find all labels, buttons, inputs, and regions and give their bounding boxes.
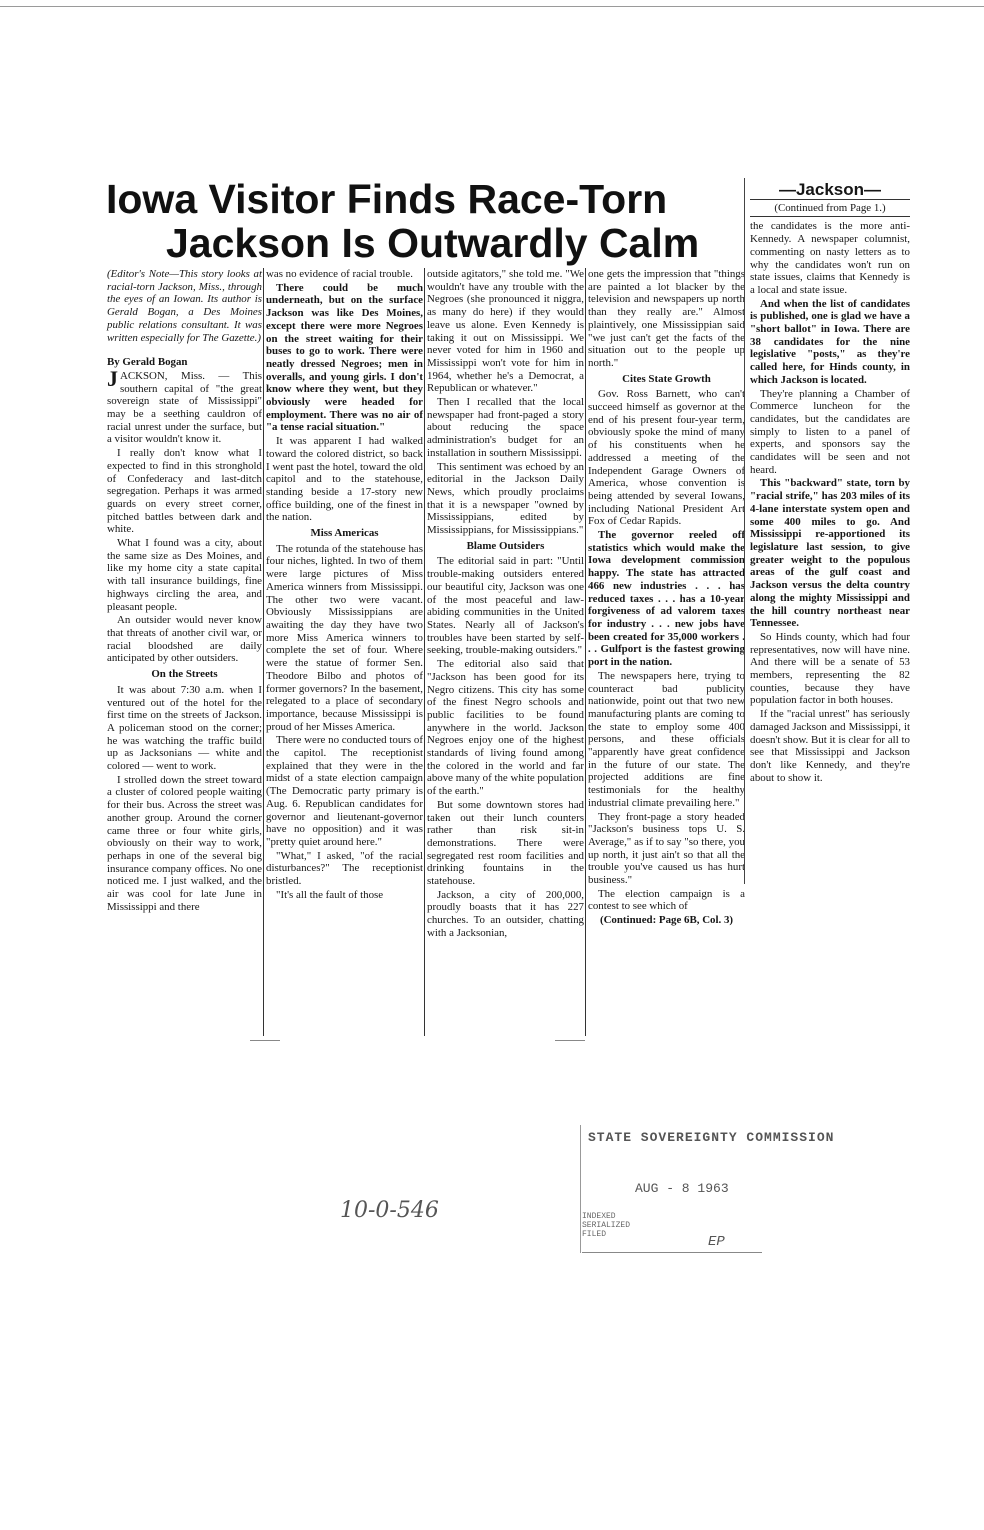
subhead-on-the-streets: On the Streets: [151, 668, 218, 681]
paragraph: Gov. Ross Barnett, who can't succeed himself as governor at the end of his present four-year term, obviously spoke the mind of many of his constituents when he addressed a meeting of the Independent Garage Owners of America, whose convention is being attended by several Iowans, including National President Art Fox of Cedar Rapids.: [588, 388, 745, 528]
paragraph: It was about 7:30 a.m. when I ventured out of the hotel for the first time on the streets of Jackson. A policeman stood on the corner; he was watching the traffic build up as Jacksonians — white and colored — went to work.: [107, 683, 262, 773]
paragraph: The rotunda of the statehouse has four niches, lighted. In two of them were large pictures of Miss America winners from Mississippi. The other two were vacant. Obviously Mississippians are awaiting the day they have two more Miss America winners to complete the set of four. Where were the statue of former Sen. Theodore Bilbo and photos of former governors? In the basement, relegated to a place of secondary importance, because Mississippi is proud of her Misses America.: [266, 542, 423, 733]
paragraph: Then I recalled that the local newspaper had front-paged a story about reducing the space administration's budget for an installation in southern Mississippi.: [427, 396, 584, 459]
bold-paragraph: And when the list of candidates is published, one is glad we have a "short ballot" in Iowa. There are 38 candidates for the nine legislative "posts," as they're called here, for Hinds county, in which Jackson is located.: [750, 297, 910, 386]
article-column-3: [427, 268, 584, 941]
paragraph: The editorial also said that "Jackson has been good for its Negro citizens. This city has some of the finest Negro schools and public facilities to be found anywhere in the world. Jackson Negroes enjoy one of the highest standards of living found among the colored in the world and far above many of the white population of the earth.": [427, 658, 584, 798]
headline-line-2: Jackson Is Outwardly Calm: [166, 220, 700, 266]
article-column-1: [107, 268, 262, 914]
editors-note: (Editor's Note—This story looks at racial-torn Jackson, Miss., through the eyes of an Iowan. Its author is Gerald Bogan, a Des Moines public relations consultant. It was written especially for The Gazette.): [107, 268, 262, 344]
continuation-title: —Jackson—: [778, 180, 882, 199]
paragraph: It was apparent I had walked toward the colored district, so back I went past the hotel, toward the old capitol and to the statehouse, standing beside a 17-story new office building, one of the finest in the nation.: [266, 435, 423, 524]
paragraph: They're planning a Chamber of Commerce luncheon for the candidates, but the candidates are simply to listen to a panel of experts, and sponsors say the candidates will be seen and not heard.: [750, 387, 910, 476]
column-rule: [585, 268, 586, 1036]
handwritten-file-number: 10-0-546: [340, 1198, 439, 1223]
paragraph: The newspapers here, trying to counteract bad publicity nationwide, point out that two new manufacturing plants are coming to the state to employ some 400 persons, and these officials "apparently have great confidence in the future of our state. The projected additions are fine testimonials for the healthy industrial climate prevailing here.": [588, 669, 745, 809]
article-column-4: [588, 268, 745, 928]
drop-cap: J: [107, 365, 118, 391]
paragraph: The editorial said in part: "Until trouble-making outsiders entered our beautiful city, Jackson was one of the most peaceful and law-abiding communities in the United States. Nearly all of Jackson's troubles have been started by self-seeking, trouble-making outsiders.": [427, 555, 584, 657]
article-column-2: [266, 268, 423, 902]
paragraph: I strolled down the street toward a cluster of colored people waiting for their bus. Across the street was another group. Around the corner came three or four white girls, obviously on their way to work, perhaps in one of the several big insurance company offices. No one noticed me. I just walked, and the air was cool for late June in Mississippi and there: [107, 773, 262, 913]
paragraph: Jackson, a city of 200,000, proudly boasts that it has 227 churches. To an outsider, chatting with a Jacksonian,: [427, 888, 584, 939]
commission-stamp: STATE SOVEREIGNTY COMMISSION: [588, 1130, 835, 1145]
stamp-date: AUG - 8 1963: [635, 1181, 729, 1196]
bold-paragraph: The governor reeled off statistics which would make the Iowa development commission happy. The state has attracted 466 new industries . . . has reduced taxes . . . has a 10-year forgiveness of ad valorem taxes for industry . . . new jobs have been created for 35,000 workers . . . Gulfport is the fastest growing port in the nation.: [588, 529, 745, 669]
paragraph: "It's all the fault of those: [276, 888, 384, 901]
clipping-mark: [555, 1040, 585, 1041]
bold-paragraph: There could be much underneath, but on the surface Jackson was like Des Moines, except there were more Negroes on the street waiting for their buses to go to work. There were neatly dressed Negroes; men in overalls, and young girls. I don't know where they went, but they obviously were headed for employment. There was no air of "a tense racial situation.": [266, 281, 423, 434]
stamp-indexed: INDEXED: [582, 1212, 616, 1221]
continuation-column: [750, 180, 910, 785]
stamp-baseline: [582, 1252, 762, 1253]
paragraph: But some downtown stores had taken out their lunch counters rather than risk sit-in demonstrations. There were segregated rest room facilities and drinking fountains in the statehouse.: [427, 798, 584, 888]
paragraph: outside agitators," she told me. "We wouldn't have any trouble with the Negroes (she pronounced it niggra, as many do here) if they would leave us alone. Even Kennedy is taking it out on Mississippi. We never voted for him in 1960 and Mississippi won't vote for him in 1964, whether he's a Democrat, a Republican or whatever.": [427, 268, 584, 395]
paragraph: The election campaign is a contest to see which of: [588, 887, 745, 913]
clipping-mark: [250, 1040, 280, 1041]
subhead-miss-americas: Miss Americas: [310, 527, 379, 540]
subhead-blame-outsiders: Blame Outsiders: [466, 539, 545, 552]
paragraph: There were no conducted tours of the capitol. The receptionist explained that they were in the midst of a state election campaign (The Democratic party primary is Aug. 6. Republican candidates for governor and lieutenant-governor have no opposition) and it was "pretty quiet around here.": [266, 734, 423, 848]
stamp-initials: EP: [708, 1234, 725, 1250]
paragraph: one gets the impression that "things are painted a lot blacker by the television and newspapers up north than they really are." Almost plaintively, one Mississippian said "we just can't get the facts of the situation out to the people up north.": [588, 268, 745, 369]
paragraph: They front-page a story headed "Jackson's business tops U. S. Average," as if to say "so there, you up north, it just ain't so that all the trouble you've caused us has hurt business.": [588, 810, 745, 887]
dateline-paragraph: [107, 365, 262, 446]
page-top-rule: [0, 6, 984, 7]
stamp-serialized: SERIALIZED: [582, 1221, 631, 1230]
headline-line-1: Iowa Visitor Finds Race-Torn: [106, 176, 668, 222]
paragraph: was no evidence of racial trouble.: [266, 268, 413, 280]
continuation-subtitle: (Continued from Page 1.): [750, 199, 910, 218]
paragraph: the candidates is the more anti-Kennedy. A newspaper columnist, commenting on nasty letters as to why the candidates won't run on state issues, claims that Kennedy is a local and state issue.: [750, 220, 910, 296]
paragraph: This sentiment was echoed by an editorial in the Jackson Daily News, which proudly proclaims that it is a newspaper "owned by Mississippians, edited by Mississippians, for Mississippians.": [427, 460, 584, 537]
paragraph: I really don't know what I expected to find in this stronghold of Confederacy and last-ditch segregation. Perhaps it was armed guards on every street corner, pitched battles between dark and white.: [107, 447, 262, 536]
column-rule: [424, 268, 425, 1036]
paragraph: ACKSON, Miss. — This southern capital of "the great sovereign state of Mississippi" may be a seething cauldron of racial unrest under the surface, but a visitor wouldn't know it.: [107, 369, 262, 446]
stamp-filing-labels: [582, 1212, 630, 1239]
continued-line: (Continued: Page 6B, Col. 3): [599, 914, 734, 927]
paragraph: An outsider would never know that threats of another civil war, or racial bloodshed are daily anticipated by other outsiders.: [107, 614, 262, 665]
stamp-filed: FILED: [582, 1230, 607, 1239]
bold-paragraph: This "backward" state, torn by "racial strife," has 203 miles of its 4-lane interstate system open and some 400 miles to go. And Mississippi re-apportioned its legislature last session, to give greater weight to the populous areas of the gulf coast and Jackson versus the delta country along the mighty Mississippi and the hill country northeast near Tennessee.: [750, 477, 910, 630]
byline: By Gerald Bogan: [107, 356, 188, 369]
subhead-cites-state-growth: Cites State Growth: [622, 372, 711, 385]
paragraph: If the "racial unrest" has seriously damaged Jackson and Mississippi, it doesn't show. But it is clear for all to see that Mississippi and Jackson don't like Kennedy, and they're about to show it.: [750, 708, 910, 784]
paragraph: What I found was a city, about the same size as Des Moines, and like my home city a state capital with tall insurance buildings, fine highways circling the area, and pleasant people.: [107, 537, 262, 613]
column-rule: [263, 268, 264, 1036]
paragraph: "What," I asked, "of the racial disturbances?" The receptionist bristled.: [266, 849, 423, 888]
paragraph: So Hinds county, which had four representatives, now will have nine. And there will be a senate of 53 members, representing the 82 counties, because they have population factor in both houses.: [750, 630, 910, 707]
